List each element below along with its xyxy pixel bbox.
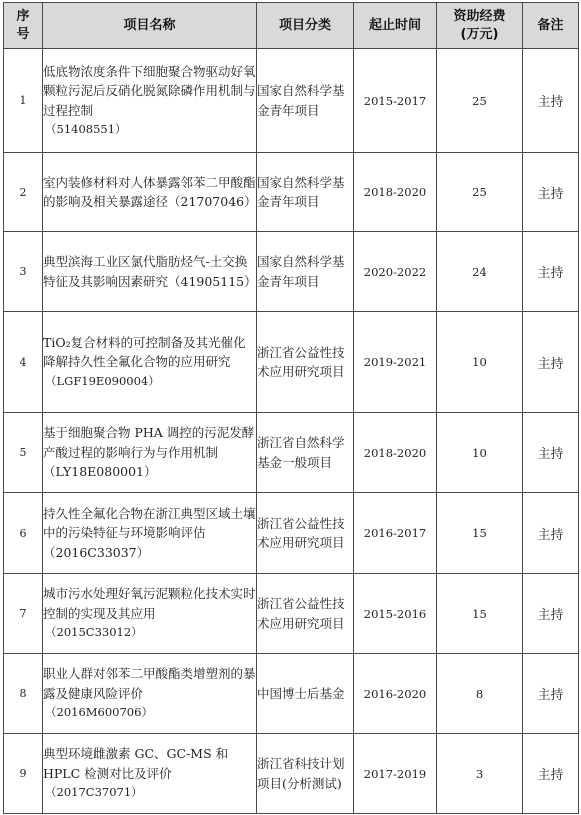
project-period: 2015-2017 — [354, 49, 437, 153]
row-number: 6 — [4, 493, 43, 574]
project-category: 浙江省自然科学基金一般项目 — [257, 413, 354, 493]
project-role: 主持 — [523, 153, 579, 232]
table-row — [4, 654, 579, 734]
project-name-cell — [43, 312, 257, 413]
row-number: 8 — [4, 654, 43, 734]
project-name: 城市污水处理好氧污泥颗粒化技术实时控制的实现及其应用 — [43, 586, 256, 621]
header-name: 项目名称 — [43, 3, 257, 49]
row-number: 2 — [4, 153, 43, 232]
project-name-cell — [43, 574, 257, 654]
project-funding: 8 — [437, 654, 523, 734]
header-no-line2: 号 — [16, 26, 30, 42]
project-funding: 15 — [437, 574, 523, 654]
project-category: 国家自然科学基金青年项目 — [257, 153, 354, 232]
table-row — [4, 232, 579, 312]
project-name: 低底物浓度条件下细胞聚合物驱动好氧颗粒污泥后反硝化脱氮除磷作用机制与过程控制 — [43, 63, 256, 118]
project-name-cell — [43, 232, 257, 312]
table-row — [4, 493, 579, 574]
project-role: 主持 — [523, 734, 579, 814]
header-no-line1: 序 — [16, 8, 30, 24]
project-category: 中国博士后基金 — [257, 654, 354, 734]
project-name-cell — [43, 49, 257, 153]
table-row — [4, 574, 579, 654]
project-category: 国家自然科学基金青年项目 — [257, 49, 354, 153]
project-category: 浙江省公益性技术应用研究项目 — [257, 574, 354, 654]
project-name: 职业人群对邻苯二甲酸酯类增塑剂的暴露及健康风险评价 — [43, 666, 256, 701]
project-code: （2016M600706） — [45, 705, 153, 720]
project-name-cell — [43, 654, 257, 734]
row-number: 1 — [4, 49, 43, 153]
project-name-cell — [43, 413, 257, 493]
project-role: 主持 — [523, 312, 579, 413]
header-remark: 备注 — [523, 3, 579, 49]
project-period: 2018-2020 — [354, 153, 437, 232]
project-period: 2020-2022 — [354, 232, 437, 312]
project-code: （2015C33012） — [45, 625, 143, 640]
project-funding: 10 — [437, 312, 523, 413]
project-code: （2017C37071） — [45, 785, 143, 800]
project-role: 主持 — [523, 49, 579, 153]
header-row — [4, 3, 579, 49]
project-name: 典型滨海工业区氯代脂肪烃气-土交换特征及其影响因素研究（41905115） — [43, 254, 257, 289]
row-number: 7 — [4, 574, 43, 654]
header-no — [4, 3, 43, 49]
project-role: 主持 — [523, 493, 579, 574]
table-row — [4, 413, 579, 493]
project-role: 主持 — [523, 654, 579, 734]
project-category: 浙江省科技计划项目(分析测试) — [257, 734, 354, 814]
row-number: 9 — [4, 734, 43, 814]
project-period: 2016-2017 — [354, 493, 437, 574]
project-period: 2017-2019 — [354, 734, 437, 814]
project-period: 2018-2020 — [354, 413, 437, 493]
project-category: 国家自然科学基金青年项目 — [257, 232, 354, 312]
header-funding — [437, 3, 523, 49]
project-funding: 15 — [437, 493, 523, 574]
table-row — [4, 312, 579, 413]
project-role: 主持 — [523, 574, 579, 654]
project-name: 基于细胞聚合物 PHA 调控的污泥发酵产酸过程的影响行为与作用机制（LY18E080001） — [43, 425, 255, 480]
project-funding: 25 — [437, 49, 523, 153]
project-period: 2016-2020 — [354, 654, 437, 734]
header-funding-line2: (万元) — [460, 26, 499, 42]
table-row — [4, 49, 579, 153]
project-name: 典型环境雌激素 GC、GC-MS 和 HPLC 检测对比及评价 — [43, 746, 229, 781]
header-category: 项目分类 — [257, 3, 354, 49]
project-funding: 10 — [437, 413, 523, 493]
table-row — [4, 734, 579, 814]
table-row — [4, 153, 579, 232]
project-category: 浙江省公益性技术应用研究项目 — [257, 493, 354, 574]
project-period: 2019-2021 — [354, 312, 437, 413]
project-role: 主持 — [523, 232, 579, 312]
project-code: （51408551） — [45, 122, 127, 136]
projects-table — [3, 2, 579, 814]
row-number: 4 — [4, 312, 43, 413]
project-role: 主持 — [523, 413, 579, 493]
project-name-cell — [43, 493, 257, 574]
project-funding: 25 — [437, 153, 523, 232]
project-name: 室内装修材料对人体暴露邻苯二甲酸酯的影响及相关暴露途径（21707046） — [43, 174, 257, 209]
project-name-cell — [43, 734, 257, 814]
project-funding: 3 — [437, 734, 523, 814]
project-funding: 24 — [437, 232, 523, 312]
project-name-cell — [43, 153, 257, 232]
row-number: 3 — [4, 232, 43, 312]
project-name: TiO₂复合材料的可控制备及其光催化降解持久性全氟化合物的应用研究 — [43, 334, 246, 370]
row-number: 5 — [4, 413, 43, 493]
project-code: （LGF19E090004） — [45, 373, 160, 388]
project-period: 2015-2016 — [354, 574, 437, 654]
project-category: 浙江省公益性技术应用研究项目 — [257, 312, 354, 413]
project-name: 持久性全氟化合物在浙江典型区域土壤中的污染特征与环境影响评估（2016C33037） — [43, 505, 256, 560]
header-period: 起止时间 — [354, 3, 437, 49]
header-funding-line1: 资助经费 — [453, 8, 506, 24]
